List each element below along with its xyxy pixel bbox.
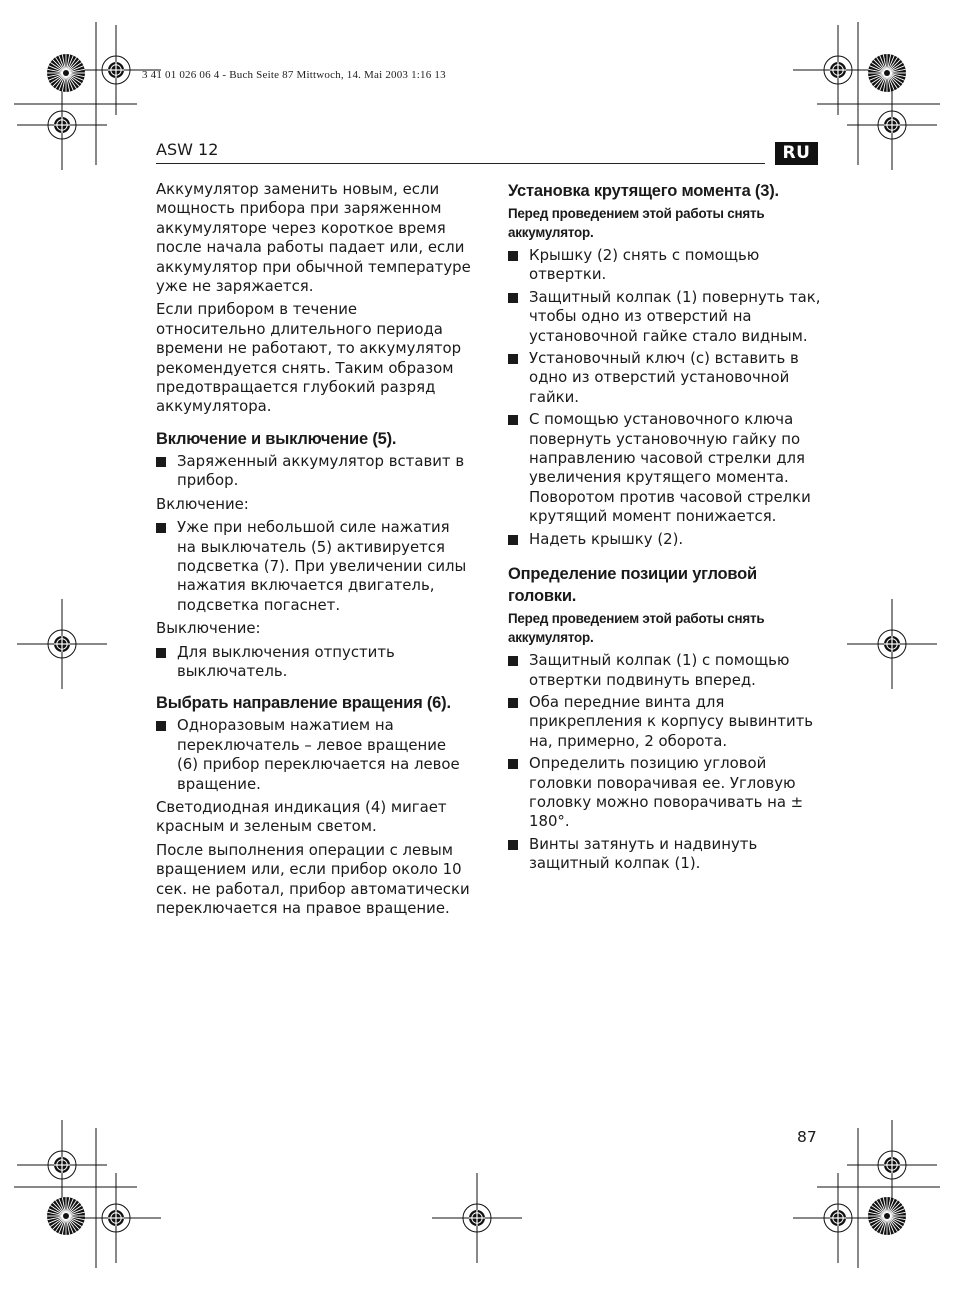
square-bullet-icon — [156, 457, 166, 467]
label-switch-off: Выключение: — [156, 619, 261, 638]
list-item: Защитный колпак (1) с помощью отвертки подвинуть вперед. — [508, 651, 824, 690]
list-item: Надеть крышку (2). — [508, 530, 824, 549]
language-badge: RU — [775, 142, 818, 165]
paragraph: Если прибором в течение относительно длительного периода времени не работают, то аккумулятор рекомендуется снять. Таким образом предотвращается глубокий разряд аккумулятора. — [156, 300, 462, 416]
square-bullet-icon — [156, 648, 166, 658]
square-bullet-icon — [508, 535, 518, 545]
section-heading-direction: Выбрать направление вращения (6). — [156, 694, 451, 713]
list-item: Защитный колпак (1) повернуть так, чтобы одно из отверстий на установочной гайке стало видным. — [508, 288, 824, 346]
section-heading-angle-head: Определение позиции угловой головки. — [508, 565, 757, 606]
paragraph: После выполнения операции с левым вращением или, если прибор около 10 сек. не работал, прибор автоматически переключается на правое вращение. — [156, 840, 470, 917]
bullet-list — [156, 518, 471, 615]
document-title: ASW 12 — [156, 140, 219, 159]
list-item: С помощью установочного ключа повернуть установочную гайку по направлению часовой стрелки для увеличения крутящего момента. Поворотом против часовой стрелки крутящий момент понижается. — [508, 410, 824, 526]
square-bullet-icon — [508, 293, 518, 303]
section-heading-torque: Установка крутящего момента (3). — [508, 182, 779, 200]
label-switch-on: Включение: — [156, 494, 249, 513]
list-item: Уже при небольшой силе нажатия на выключатель (5) активируется подсветка (7). При увеличении силы нажатия включается двигатель, подсветка погаснет. — [156, 518, 471, 615]
section-heading-switch: Включение и выключение (5). — [156, 429, 397, 448]
list-item: Крышку (2) снять с помощью отвертки. — [508, 246, 824, 285]
warning-note: Перед проведением этой работы снять аккумулятор. — [508, 206, 765, 240]
right-column — [508, 180, 824, 878]
square-bullet-icon — [508, 354, 518, 364]
square-bullet-icon — [508, 698, 518, 708]
square-bullet-icon — [508, 840, 518, 850]
square-bullet-icon — [508, 656, 518, 666]
square-bullet-icon — [508, 251, 518, 261]
list-item: Заряженный аккумулятор вставит в прибор. — [156, 452, 471, 491]
header-rule — [156, 163, 765, 164]
paragraph: Светодиодная индикация (4) мигает красным и зеленым светом. — [156, 797, 447, 836]
bullet-list — [508, 651, 824, 873]
list-item: Установочный ключ (c) вставить в одно из отверстий установочной гайки. — [508, 349, 824, 407]
list-item: Оба передние винта для прикрепления к корпусу вывинтить на, примерно, 2 оборота. — [508, 693, 824, 751]
bullet-list — [156, 716, 471, 794]
square-bullet-icon — [508, 415, 518, 425]
list-item: Одноразовым нажатием на переключатель – левое вращение (6) прибор переключается на левое вращение. — [156, 716, 471, 794]
paragraph: Аккумулятор заменить новым, если мощность прибора при заряженном аккумуляторе через короткое время после начала работы падает или, если аккумулятор при обычной температуре уже не заряжается. — [156, 180, 471, 296]
left-column — [156, 180, 471, 922]
list-item: Для выключения отпустить выключатель. — [156, 643, 471, 682]
bullet-list — [156, 452, 471, 491]
list-item: Винты затянуть и надвинуть защитный колпак (1). — [508, 835, 824, 874]
square-bullet-icon — [156, 523, 166, 533]
list-item: Определить позицию угловой головки поворачивая ее. Угловую головку можно поворачивать на ± 180°. — [508, 754, 824, 832]
print-slug: 3 41 01 026 06 4 - Buch Seite 87 Mittwoch, 14. Mai 2003 1:16 13 — [142, 69, 446, 81]
page-number: 87 — [797, 1128, 817, 1146]
bullet-list — [508, 246, 824, 549]
square-bullet-icon — [508, 759, 518, 769]
bullet-list — [156, 643, 471, 682]
square-bullet-icon — [156, 721, 166, 731]
warning-note: Перед проведением этой работы снять аккумулятор. — [508, 611, 765, 646]
